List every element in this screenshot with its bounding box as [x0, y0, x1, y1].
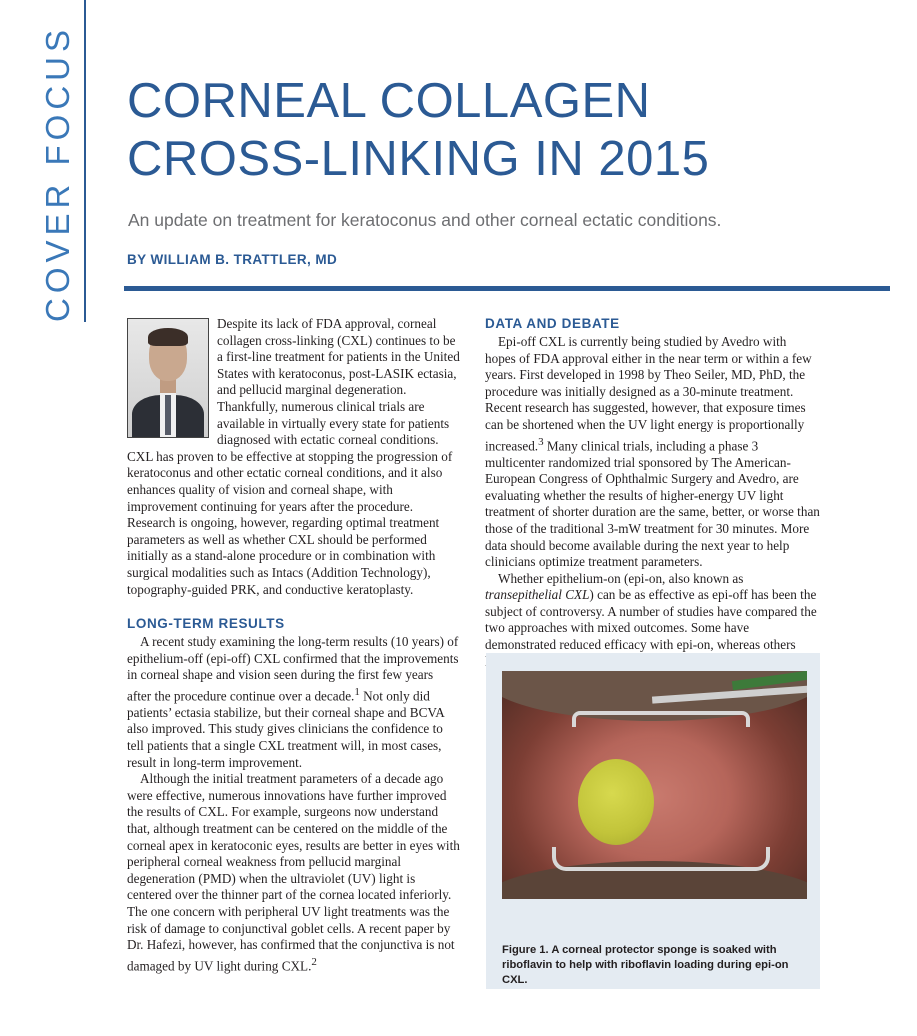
figure-1 — [486, 653, 820, 989]
long-term-paragraph-2: Although the initial treatment parameters of a decade ago were effective, numerous innovations have further improved the results of CXL. For example, surgeons now understand that, although treatment can be centered on the middle of the corneal apex in keratoconic eyes, results are better in eyes with peripheral corneal weakness from pellucid marginal degeneration (PMD) when the ultraviolet (UV) light is centered over the thinner part of the cornea located inferiorly. The one concern with peripheral UV light treatments was the risk of damage to conjunctival goblet cells. A recent paper by Dr. Hafezi, however, has confirmed that the conjunctiva is not damaged by UV light during CXL.$^2$ — [127, 771, 460, 974]
heading-long-term-results: LONG-TERM RESULTS — [127, 616, 285, 632]
section-label: COVER FOCUS — [39, 24, 76, 322]
right-column — [485, 316, 820, 670]
reference-2: 2 — [311, 955, 317, 968]
riboflavin-sponge — [578, 759, 654, 845]
long-term-paragraph-1: A recent study examining the long-term results (10 years) of epithelium-off (epi-off) CXL confirmed that the improvements in corneal shape and vision seen during the first few years after the procedure continue over a decade.$^1$ Not only did patients’ ectasia stabilize, but their corneal shape and BCVA also improved. This study gives clinicians the confidence to tell patients that a single CXL treatment will, in most cases, result in long-term improvement. — [127, 634, 459, 770]
figure-caption: Figure 1. A corneal protector sponge is soaked with riboflavin to help with riboflavin loading during epi-on CXL. — [502, 944, 789, 986]
intro-paragraph: Despite its lack of FDA approval, corneal collagen cross-linking (CXL) continues to be a first-line treatment for patients in the United States with keratoconus, post-LASIK ectasia, and pellucid marginal degeneration. Thankfully, numerous clinical trials are available in virtually every state for patients diagnosed with ectatic corneal conditions. CXL has proven to be effective at stopping the progression of keratoconus and other ectatic corneal conditions, and it also enhances quality of vision and corneal shape, with improvement continuing for years after the procedure. Research is ongoing, however, regarding optimal treatment parameters as well as whether CXL should be performed initially as a stand-alone procedure or in combination with surgical modalities such as Intacs (Addition Technology), topography-guided PRK, and conductive keratoplasty. — [127, 316, 460, 597]
article-subtitle: An update on treatment for keratoconus and other corneal ectatic conditions. — [128, 210, 722, 230]
data-paragraph-2: Whether epithelium-on (epi-on, also known as transepithelial CXL) can be as effective as epi-off has been the subject of controversy. A number of studies have compared the two approaches with mixed outcomes. Some have demonstrated reduced efficacy with epi-on, whereas others — [485, 570, 817, 653]
data-paragraph-1: Epi-off CXL is currently being studied by Avedro with hopes of FDA approval either in the near term or within a few years. First developed in 1998 by Theo Seiler, MD, PhD, the procedure was initially designed as a 30-minute treatment. Recent research has suggested, however, that exposure times can be shortened when the UV light energy is proportionally increased.$^3$ Many clinical trials, including a phase 3 multicenter randomized trial sponsored by The American-European Congress of Ophthalmic Surgery and Avedro, are evaluating whether the results of higher-energy UV light treatment of shorter duration are the same, better, or worse than those of the traditional 3-mW treatment for 30 minutes. More data should become available during the next year to help clinicians optimize treatment parameters. — [485, 334, 820, 570]
author-headshot — [127, 318, 209, 438]
eye-photo — [502, 671, 807, 899]
section-rail-line — [84, 0, 86, 322]
title-line-2: CROSS-LINKING IN 2015 — [127, 132, 710, 186]
reference-3: 3 — [538, 435, 544, 448]
article-title — [127, 72, 827, 188]
byline: BY WILLIAM B. TRATTLER, MD — [127, 252, 338, 267]
title-line-1: CORNEAL COLLAGEN — [127, 74, 651, 128]
heading-data-and-debate: DATA AND DEBATE — [485, 316, 620, 331]
reference-1: 1 — [354, 685, 360, 698]
header-rule — [124, 286, 890, 291]
left-column — [127, 316, 460, 975]
